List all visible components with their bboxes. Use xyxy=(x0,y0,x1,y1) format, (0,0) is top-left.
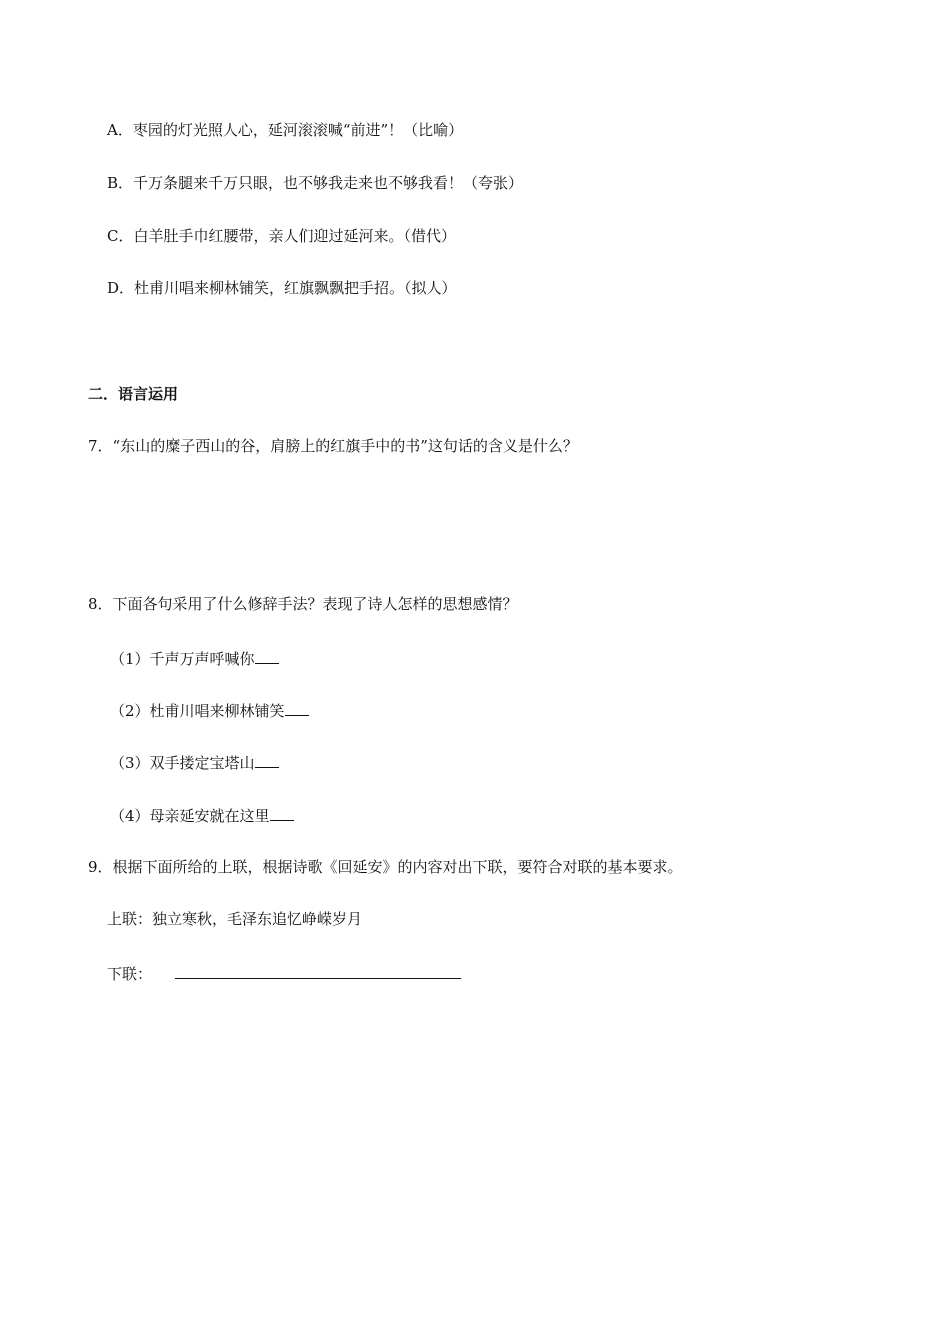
answer-blank[interactable] xyxy=(255,648,279,664)
question-8-item-1 xyxy=(110,648,279,669)
item-text: （4）母亲延安就在这里 xyxy=(110,807,270,825)
answer-blank[interactable] xyxy=(270,805,294,821)
option-d: D．杜甫川唱来柳林铺笑，红旗飘飘把手招。（拟人） xyxy=(107,279,457,297)
upper-couplet: 上联：独立寒秋，毛泽东追忆峥嵘岁月 xyxy=(107,910,363,928)
question-8-item-3 xyxy=(110,752,279,773)
question-8: 8．下面各句采用了什么修辞手法？表现了诗人怎样的思想感情？ xyxy=(88,595,518,613)
option-b: B．千万条腿来千万只眼，也不够我走来也不够我看！（夸张） xyxy=(107,174,524,192)
answer-blank[interactable] xyxy=(255,752,279,768)
item-text: （1）千声万声呼喊你 xyxy=(110,650,255,668)
question-8-item-4 xyxy=(110,805,294,826)
item-text: （2）杜甫川唱来柳林铺笑 xyxy=(110,702,285,720)
question-7: 7．“东山的糜子西山的谷，肩膀上的红旗手中的书”这句话的含义是什么？ xyxy=(88,437,578,455)
item-text: （3）双手搂定宝塔山 xyxy=(110,754,255,772)
answer-blank[interactable] xyxy=(285,700,309,716)
option-c: C．白羊肚手巾红腰带，亲人们迎过延河来。（借代） xyxy=(107,227,456,245)
question-8-item-2 xyxy=(110,700,309,721)
question-9: 9．根据下面所给的上联，根据诗歌《回延安》的内容对出下联，要符合对联的基本要求。 xyxy=(88,858,683,876)
lower-couplet-label: 下联： xyxy=(107,965,153,983)
option-a: A．枣园的灯光照人心，延河滚滚喊“前进”！（比喻） xyxy=(107,121,464,139)
lower-couplet xyxy=(107,963,461,984)
lower-couplet-blank[interactable] xyxy=(175,963,461,979)
section-heading: 二．语言运用 xyxy=(88,385,179,403)
